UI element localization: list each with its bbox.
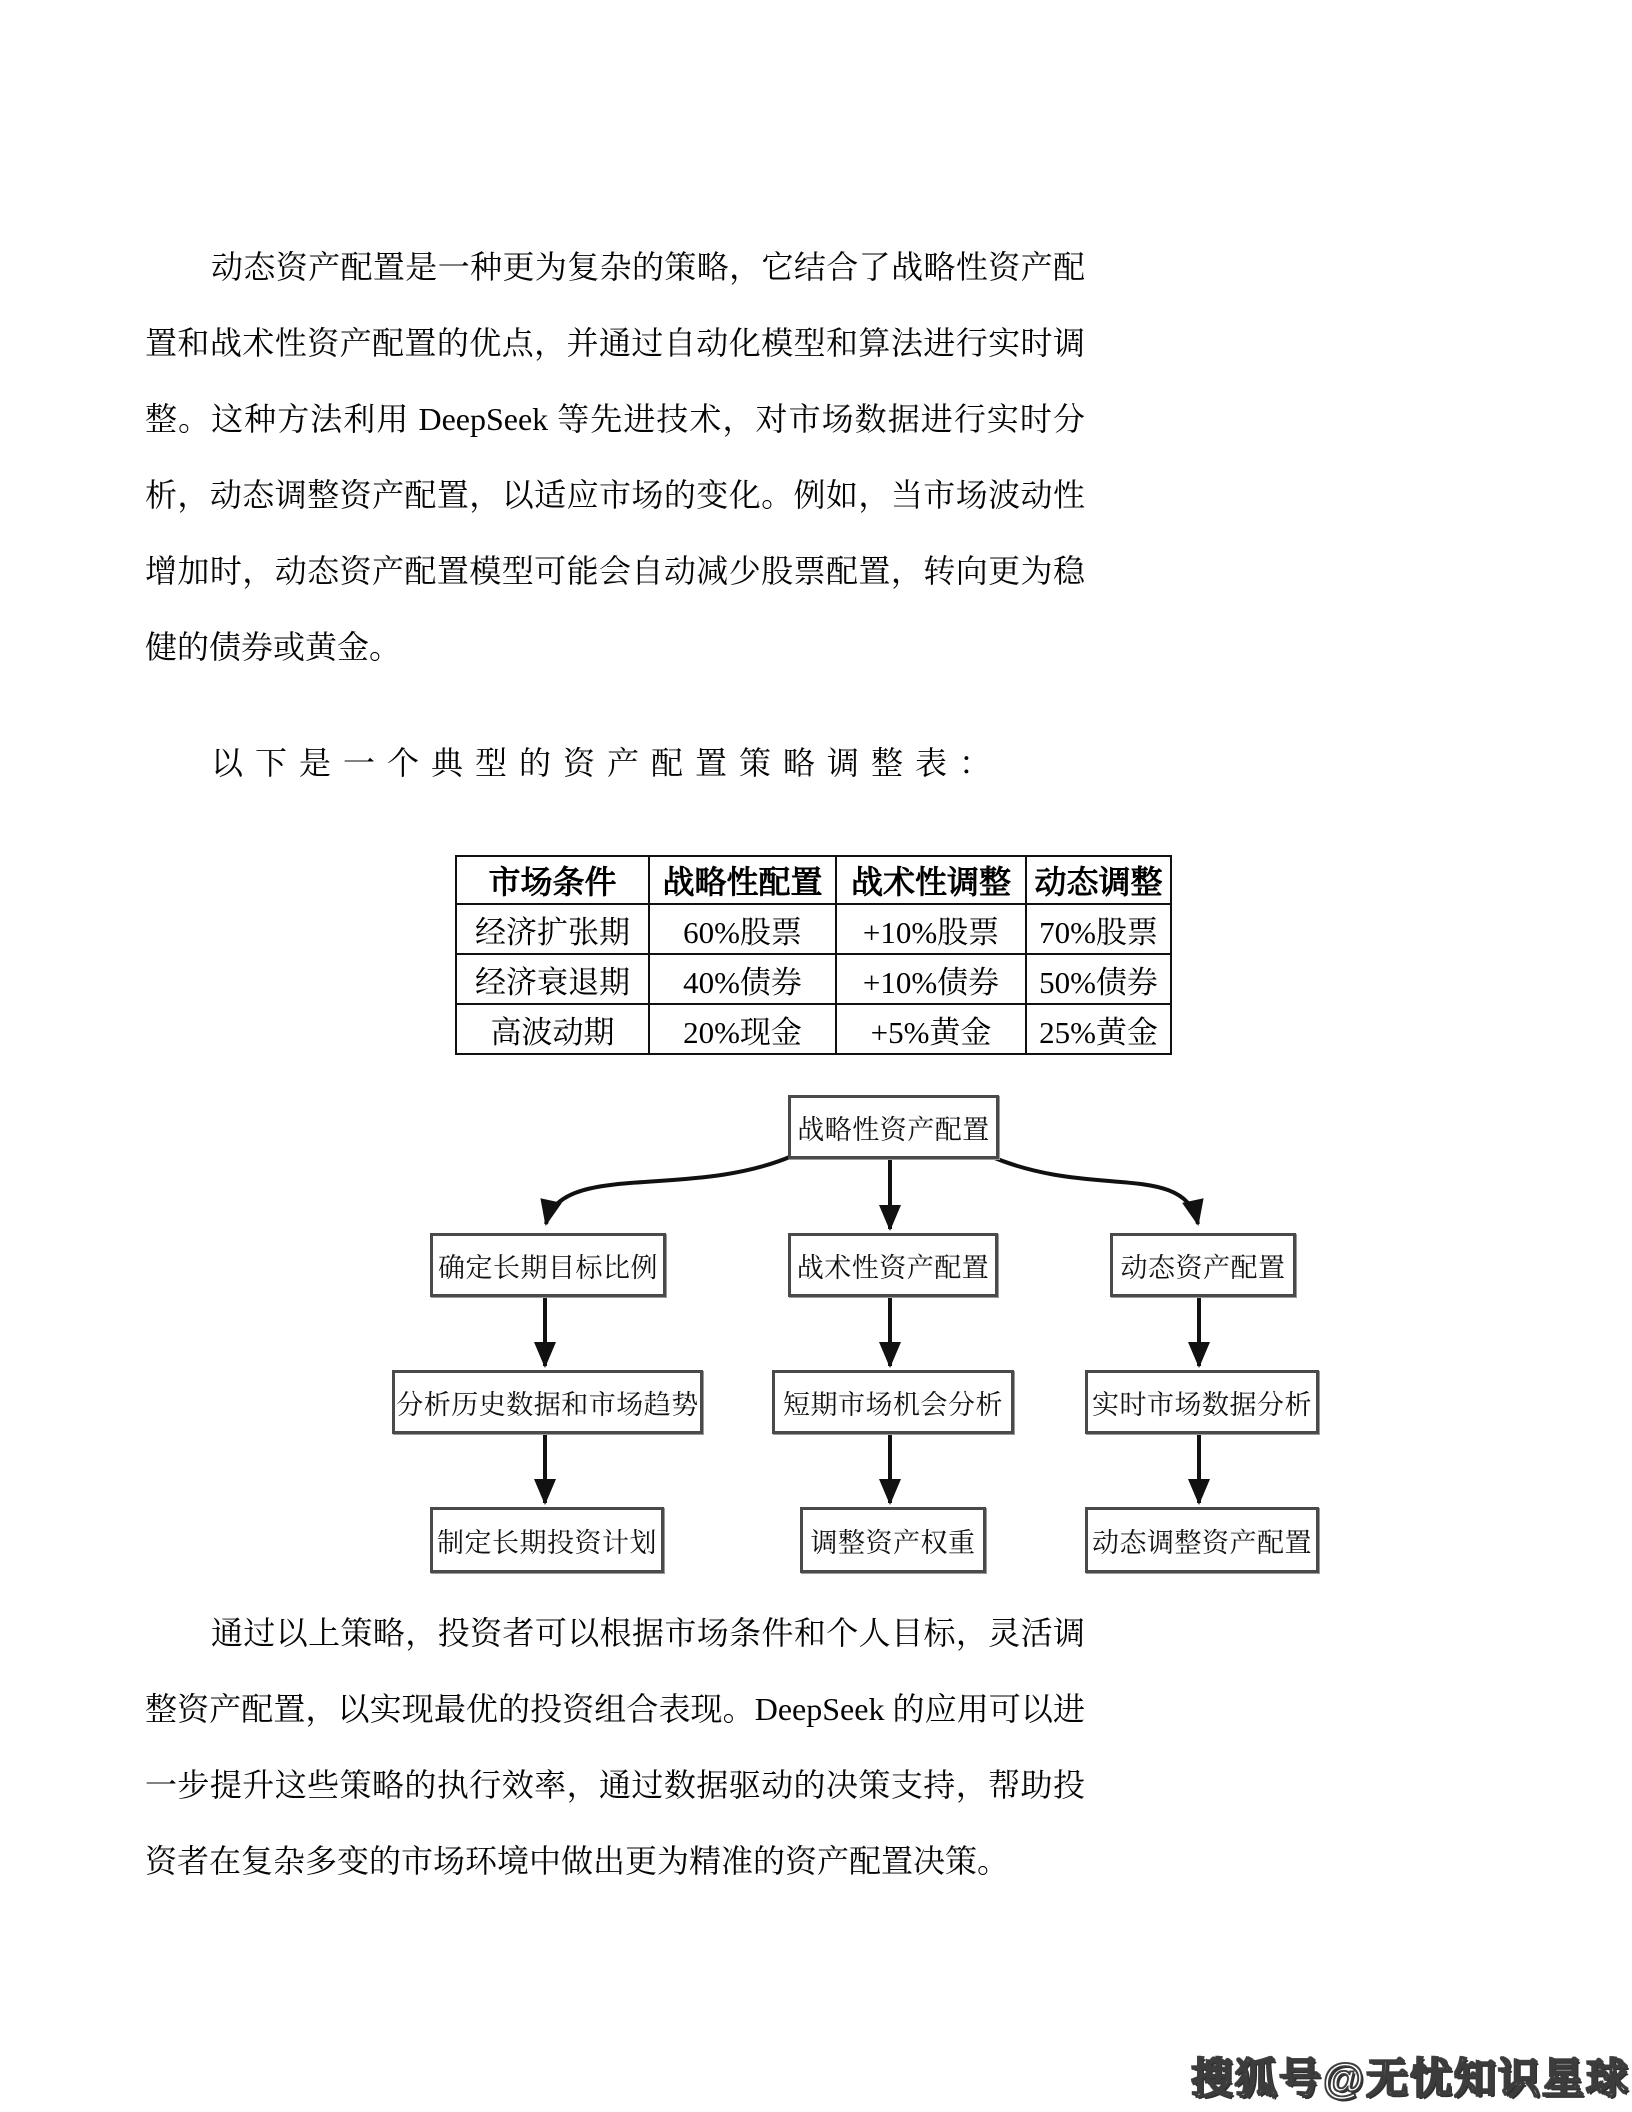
flow-box-col3-step3: 动态调整资产配置 xyxy=(1085,1507,1319,1573)
flow-box-col2-step3: 调整资产权重 xyxy=(800,1507,986,1573)
paragraph-line: 通过以上策略，投资者可以根据市场条件和个人目标，灵活调 xyxy=(211,1615,1085,1651)
table-cell: 70%股票 xyxy=(1026,904,1171,954)
flow-box-col2-step1: 战术性资产配置 xyxy=(788,1233,998,1297)
header-strategic-allocation: 战略性配置 xyxy=(649,856,836,904)
header-dynamic-adjustment: 动态调整 xyxy=(1026,856,1171,904)
table-cell: 高波动期 xyxy=(456,1004,649,1054)
paragraph-line: 整资产配置，以实现最优的投资组合表现。DeepSeek 的应用可以进 xyxy=(145,1691,1085,1727)
paragraph-line: 整。这种方法利用 DeepSeek 等先进技术，对市场数据进行实时分 xyxy=(145,401,1085,437)
flow-box-col2-step2: 短期市场机会分析 xyxy=(772,1370,1014,1434)
table-cell: 60%股票 xyxy=(649,904,836,954)
table-cell: 经济衰退期 xyxy=(456,954,649,1004)
table-cell: 50%债券 xyxy=(1026,954,1171,1004)
table-cell: 经济扩张期 xyxy=(456,904,649,954)
paragraph-line: 动态资产配置是一种更为复杂的策略，它结合了战略性资产配 xyxy=(211,249,1085,285)
table-cell: 40%债券 xyxy=(649,954,836,1004)
table-cell: +10%股票 xyxy=(836,904,1026,954)
paragraph-line: 增加时，动态资产配置模型可能会自动减少股票配置，转向更为稳 xyxy=(145,553,1085,589)
flow-box-root: 战略性资产配置 xyxy=(788,1095,999,1159)
table-cell: +10%债券 xyxy=(836,954,1026,1004)
table-row xyxy=(456,1004,1171,1054)
table-header-row xyxy=(456,856,1171,904)
table-row xyxy=(456,954,1171,1004)
header-tactical-adjustment: 战术性调整 xyxy=(836,856,1026,904)
paragraph-line: 一步提升这些策略的执行效率，通过数据驱动的决策支持，帮助投 xyxy=(145,1767,1085,1803)
flow-box-col1-step1: 确定长期目标比例 xyxy=(430,1233,666,1297)
table-cell: +5%黄金 xyxy=(836,1004,1026,1054)
flow-box-col1-step2: 分析历史数据和市场趋势 xyxy=(392,1370,703,1434)
table-cell: 25%黄金 xyxy=(1026,1004,1171,1054)
flow-box-col1-step3: 制定长期投资计划 xyxy=(430,1507,664,1573)
table-lead-in-line: 以下是一个典型的资产配置策略调整表： xyxy=(211,745,1004,781)
sohu-watermark: 搜狐号@无忧知识星球 xyxy=(1191,2055,1630,2102)
flow-box-col3-step1: 动态资产配置 xyxy=(1110,1233,1296,1297)
closing-paragraph xyxy=(145,1595,1085,1899)
header-market-condition: 市场条件 xyxy=(456,856,649,904)
paragraph-line: 置和战术性资产配置的优点，并通过自动化模型和算法进行实时调 xyxy=(145,325,1085,361)
paragraph-line: 析，动态调整资产配置，以适应市场的变化。例如，当市场波动性 xyxy=(145,477,1085,513)
opening-paragraph xyxy=(145,229,1085,685)
asset-allocation-table xyxy=(455,855,1172,1055)
table-cell: 20%现金 xyxy=(649,1004,836,1054)
table-row xyxy=(456,904,1171,954)
flow-box-col3-step2: 实时市场数据分析 xyxy=(1085,1370,1319,1434)
paragraph-line: 资者在复杂多变的市场环境中做出更为精准的资产配置决策。 xyxy=(145,1843,1010,1879)
paragraph-line: 健的债券或黄金。 xyxy=(145,629,402,665)
